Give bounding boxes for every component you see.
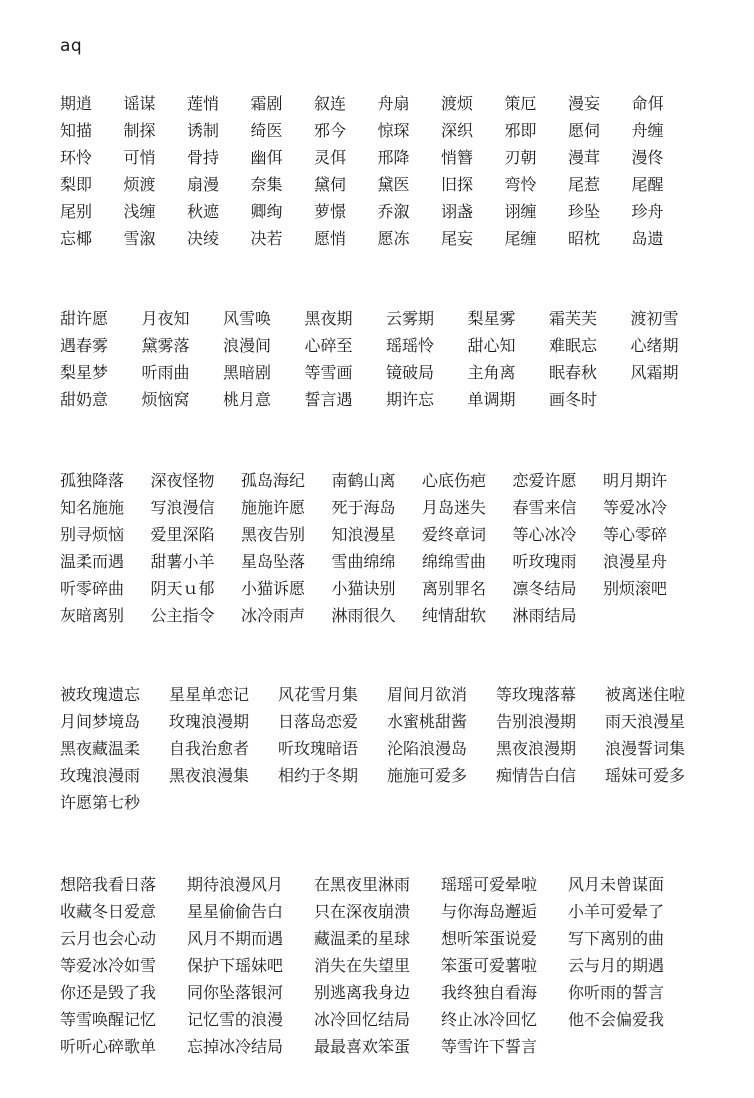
name-item: 渡初雪: [630, 308, 679, 328]
name-item: 孤岛海纪: [241, 470, 306, 490]
name-item: 制探: [123, 120, 156, 140]
name-item: 霜芙芙: [549, 308, 598, 328]
name-item: 黛医: [377, 174, 410, 194]
name-item: 渡烦: [441, 93, 474, 113]
name-item: 期逍: [60, 93, 93, 113]
name-item: 云雾期: [386, 308, 435, 328]
name-item: 知描: [60, 120, 93, 140]
name-row: [60, 1006, 695, 1033]
name-item: 悄簪: [441, 147, 474, 167]
name-item: 扇漫: [187, 174, 220, 194]
name-item: 愿伺: [568, 120, 601, 140]
name-item: 冰冷雨声: [241, 605, 306, 625]
name-item: 萝憬: [314, 201, 347, 221]
name-item: 小羊可爱晕了: [568, 901, 665, 921]
name-row: [60, 332, 712, 359]
name-item: 记忆雪的浪漫: [187, 1009, 284, 1029]
name-item: 同你坠落银河: [187, 982, 284, 1002]
name-item: 心碎至: [304, 335, 353, 355]
name-item: 星星偷偷告白: [187, 901, 284, 921]
name-item: 骨持: [187, 147, 220, 167]
name-item: 被离迷住啦: [605, 684, 686, 704]
name-item: 愿悄: [314, 228, 347, 248]
name-item: 浅缠: [123, 201, 156, 221]
name-item: 笨蛋可爱薯啦: [441, 955, 538, 975]
name-item: 风花雪月集: [278, 684, 359, 704]
name-item: 甜许愿: [60, 308, 109, 328]
name-row: [60, 979, 695, 1006]
name-item: 月夜知: [141, 308, 190, 328]
name-item: 等雪唤醒记忆: [60, 1009, 157, 1029]
name-item: 自我治愈者: [169, 738, 250, 758]
name-item: 眠春秋: [549, 362, 598, 382]
name-item: 黛雾落: [141, 335, 190, 355]
name-item: 梨星雾: [467, 308, 516, 328]
name-item: 他不会偏爱我: [568, 1009, 665, 1029]
name-row: [60, 708, 714, 735]
name-item: 爱终章词: [422, 524, 487, 544]
name-item: 等爱冰冷: [603, 497, 668, 517]
name-item: 刃朝: [504, 147, 537, 167]
name-item: 命佴: [631, 93, 664, 113]
name-item: 月间梦境岛: [60, 711, 141, 731]
name-item: 镜破局: [386, 362, 435, 382]
name-item: 云与月的期遇: [568, 955, 665, 975]
name-item: 梨星梦: [60, 362, 109, 382]
name-item: 漫妄: [568, 93, 601, 113]
name-item: 小猫诀别: [331, 578, 396, 598]
name-item: 叙连: [314, 93, 347, 113]
name-item: 温柔而遇: [60, 551, 125, 571]
name-row: [60, 171, 695, 198]
name-item: 黑夜藏温柔: [60, 738, 141, 758]
name-item: 邪今: [314, 120, 347, 140]
name-item: 瑶瑶怜: [386, 335, 435, 355]
name-item: 诱制: [187, 120, 220, 140]
name-row: [60, 198, 695, 225]
name-item: 谣谋: [123, 93, 156, 113]
name-item: 淋雨结局: [512, 605, 577, 625]
name-item: 告别浪漫期: [496, 711, 577, 731]
name-item: 邢降: [377, 147, 410, 167]
name-item: 知名施施: [60, 497, 125, 517]
name-item: 绮医: [250, 120, 283, 140]
name-item: 知浪漫星: [331, 524, 396, 544]
name-item: 梨即: [60, 174, 93, 194]
name-row: [60, 117, 695, 144]
name-item: 云月也会心动: [60, 928, 157, 948]
name-item: 尾缠: [504, 228, 537, 248]
name-item: 等心零碎: [603, 524, 668, 544]
name-item: 只在深夜崩溃: [314, 901, 411, 921]
name-row: [60, 789, 714, 816]
page-header: aq: [60, 36, 83, 56]
name-item: 策厄: [504, 93, 537, 113]
name-item: 浪漫间: [223, 335, 272, 355]
name-item: 舟缠: [631, 120, 664, 140]
name-item: 终止冰冷回忆: [441, 1009, 538, 1029]
name-item: 施施可爱多: [387, 765, 468, 785]
name-item: 黑夜期: [304, 308, 353, 328]
name-row: [60, 925, 695, 952]
name-group-3: [60, 467, 694, 629]
name-item: 奈集: [250, 174, 283, 194]
name-item: 听玫瑰暗语: [278, 738, 359, 758]
name-item: 保护下瑶妹吧: [187, 955, 284, 975]
name-item: 痴情告白信: [496, 765, 577, 785]
name-item: 被玫瑰遗忘: [60, 684, 141, 704]
name-item: 漫佟: [631, 147, 664, 167]
name-item: 心底伤疤: [422, 470, 487, 490]
name-item: 舟扇: [377, 93, 410, 113]
name-item: 离别罪名: [422, 578, 487, 598]
name-row: [60, 681, 714, 708]
name-item: 雪溆: [123, 228, 156, 248]
name-item: 听零碎曲: [60, 578, 125, 598]
name-item: 藏温柔的星球: [314, 928, 411, 948]
name-item: 忘掉冰冷结局: [187, 1036, 284, 1056]
name-item: 许愿第七秒: [60, 792, 141, 812]
name-item: 幽佴: [250, 147, 283, 167]
name-group-1: [60, 90, 695, 252]
name-item: 画冬时: [549, 389, 598, 409]
name-item: 黑夜告别: [241, 524, 306, 544]
name-item: 遇春雾: [60, 335, 109, 355]
name-item: 明月期许: [603, 470, 668, 490]
name-item: 惊琛: [377, 120, 410, 140]
name-item: 期许忘: [386, 389, 435, 409]
name-item: 别寻烦恼: [60, 524, 125, 544]
name-item: 写下离别的曲: [568, 928, 665, 948]
name-group-5: [60, 871, 695, 1060]
name-item: 相约于冬期: [278, 765, 359, 785]
name-item: 公主指令: [150, 605, 215, 625]
name-row: [60, 898, 695, 925]
name-item: 写浪漫信: [150, 497, 215, 517]
name-row: [60, 1033, 695, 1060]
name-row: [60, 225, 695, 252]
name-row: [60, 952, 695, 979]
name-item: 日落岛恋爱: [278, 711, 359, 731]
name-item: 星星单恋记: [169, 684, 250, 704]
name-item: 淋雨很久: [331, 605, 396, 625]
name-row: [60, 575, 694, 602]
name-row: [60, 548, 694, 575]
name-item: 尾醒: [631, 174, 664, 194]
name-item: 玫瑰浪漫雨: [60, 765, 141, 785]
name-item: 决若: [250, 228, 283, 248]
name-item: 冰冷回忆结局: [314, 1009, 411, 1029]
name-group-2: [60, 305, 712, 413]
name-item: 难眠忘: [549, 335, 598, 355]
name-item: 在黑夜里淋雨: [314, 874, 411, 894]
name-item: 烦渡: [123, 174, 156, 194]
name-item: 旧探: [441, 174, 474, 194]
name-row: [60, 386, 712, 413]
name-item: 月岛迷失: [422, 497, 487, 517]
name-item: 甜心知: [467, 335, 516, 355]
name-row: [60, 762, 714, 789]
name-item: 我终独自看海: [441, 982, 538, 1002]
name-item: 死于海岛: [331, 497, 396, 517]
name-item: 你听雨的誓言: [568, 982, 665, 1002]
name-item: 纯情甜软: [422, 605, 487, 625]
name-item: 等玫瑰落幕: [496, 684, 577, 704]
name-item: 卿绚: [250, 201, 283, 221]
name-item: 深夜怪物: [150, 470, 215, 490]
name-item: 与你海岛邂逅: [441, 901, 538, 921]
name-item: 玫瑰浪漫期: [169, 711, 250, 731]
name-item: 漫茸: [568, 147, 601, 167]
name-row: [60, 494, 694, 521]
name-item: 沦陷浪漫岛: [387, 738, 468, 758]
name-item: 心绪期: [630, 335, 679, 355]
name-item: 风月不期而遇: [187, 928, 284, 948]
name-item: 岛遗: [631, 228, 664, 248]
name-row: [60, 305, 712, 332]
name-item: 风霜期: [630, 362, 679, 382]
name-row: [60, 144, 695, 171]
name-item: 爱里深陷: [150, 524, 215, 544]
name-item: 黛伺: [314, 174, 347, 194]
name-item: 南鹤山离: [331, 470, 396, 490]
name-item: 单调期: [467, 389, 516, 409]
name-row: [60, 359, 712, 386]
name-item: 乔溆: [377, 201, 410, 221]
name-item: 秋遮: [187, 201, 220, 221]
name-item: 等心冰冷: [512, 524, 577, 544]
name-item: 灰暗离别: [60, 605, 125, 625]
name-item: 烦恼窝: [141, 389, 190, 409]
name-item: 星岛坠落: [241, 551, 306, 571]
name-item: 诩缠: [504, 201, 537, 221]
name-item: 小猫诉愿: [241, 578, 306, 598]
name-item: 桃月意: [223, 389, 272, 409]
name-item: 别逃离我身边: [314, 982, 411, 1002]
name-item: 等爱冰冷如雪: [60, 955, 157, 975]
name-item: 施施许愿: [241, 497, 306, 517]
name-item: 珍坠: [568, 201, 601, 221]
name-item: 灵佴: [314, 147, 347, 167]
name-item: 最最喜欢笨蛋: [314, 1036, 411, 1056]
name-group-4: [60, 681, 714, 816]
name-row: [60, 871, 695, 898]
name-item: 等雪画: [304, 362, 353, 382]
name-item: 可悄: [123, 147, 156, 167]
name-item: 诩盏: [441, 201, 474, 221]
name-row: [60, 735, 714, 762]
name-item: 凛冬结局: [512, 578, 577, 598]
name-item: 尾别: [60, 201, 93, 221]
name-item: 邪即: [504, 120, 537, 140]
name-item: 昭枕: [568, 228, 601, 248]
name-row: [60, 521, 694, 548]
name-item: 恋爱许愿: [512, 470, 577, 490]
name-item: 决绫: [187, 228, 220, 248]
name-item: 消失在失望里: [314, 955, 411, 975]
name-item: 黑暗剧: [223, 362, 272, 382]
name-item: 雨天浪漫星: [605, 711, 686, 731]
name-item: 听雨曲: [141, 362, 190, 382]
name-item: 风雪唤: [223, 308, 272, 328]
name-item: 弯怜: [504, 174, 537, 194]
name-item: 你还是毁了我: [60, 982, 157, 1002]
name-item: 想听笨蛋说爱: [441, 928, 538, 948]
name-item: 水蜜桃甜酱: [387, 711, 468, 731]
name-item: 黑夜浪漫期: [496, 738, 577, 758]
name-item: 黑夜浪漫集: [169, 765, 250, 785]
name-item: 春雪来信: [512, 497, 577, 517]
name-item: 忘椰: [60, 228, 93, 248]
name-item: 听玫瑰雨: [512, 551, 577, 571]
name-item: 等雪许下誓言: [441, 1036, 538, 1056]
name-item: 绵绵雪曲: [422, 551, 487, 571]
name-item: 甜奶意: [60, 389, 109, 409]
name-item: 收藏冬日爱意: [60, 901, 157, 921]
name-item: 甜薯小羊: [150, 551, 215, 571]
name-item: 听听心碎歌单: [60, 1036, 157, 1056]
name-item: 想陪我看日落: [60, 874, 157, 894]
name-item: 尾惹: [568, 174, 601, 194]
name-item: 孤独降落: [60, 470, 125, 490]
name-item: 愿冻: [377, 228, 410, 248]
name-item: 瑶妹可爱多: [605, 765, 686, 785]
name-item: 眉间月欲消: [387, 684, 468, 704]
name-item: 珍舟: [631, 201, 664, 221]
name-row: [60, 467, 694, 494]
name-item: 别烦滚吧: [603, 578, 668, 598]
name-item: 主角离: [467, 362, 516, 382]
name-item: 浪漫星舟: [603, 551, 668, 571]
name-item: 莲悄: [187, 93, 220, 113]
name-row: [60, 90, 695, 117]
name-item: 风月未曾谋面: [568, 874, 665, 894]
name-item: 雪曲绵绵: [331, 551, 396, 571]
name-item: 环怜: [60, 147, 93, 167]
name-item: 浪漫誓词集: [605, 738, 686, 758]
name-item: 霜剧: [250, 93, 283, 113]
name-item: 深织: [441, 120, 474, 140]
name-item: 尾妄: [441, 228, 474, 248]
name-item: 阴天ｕ郁: [150, 578, 215, 598]
name-item: 瑶瑶可爱晕啦: [441, 874, 538, 894]
name-item: 誓言遇: [304, 389, 353, 409]
name-item: 期待浪漫风月: [187, 874, 284, 894]
name-row: [60, 602, 694, 629]
